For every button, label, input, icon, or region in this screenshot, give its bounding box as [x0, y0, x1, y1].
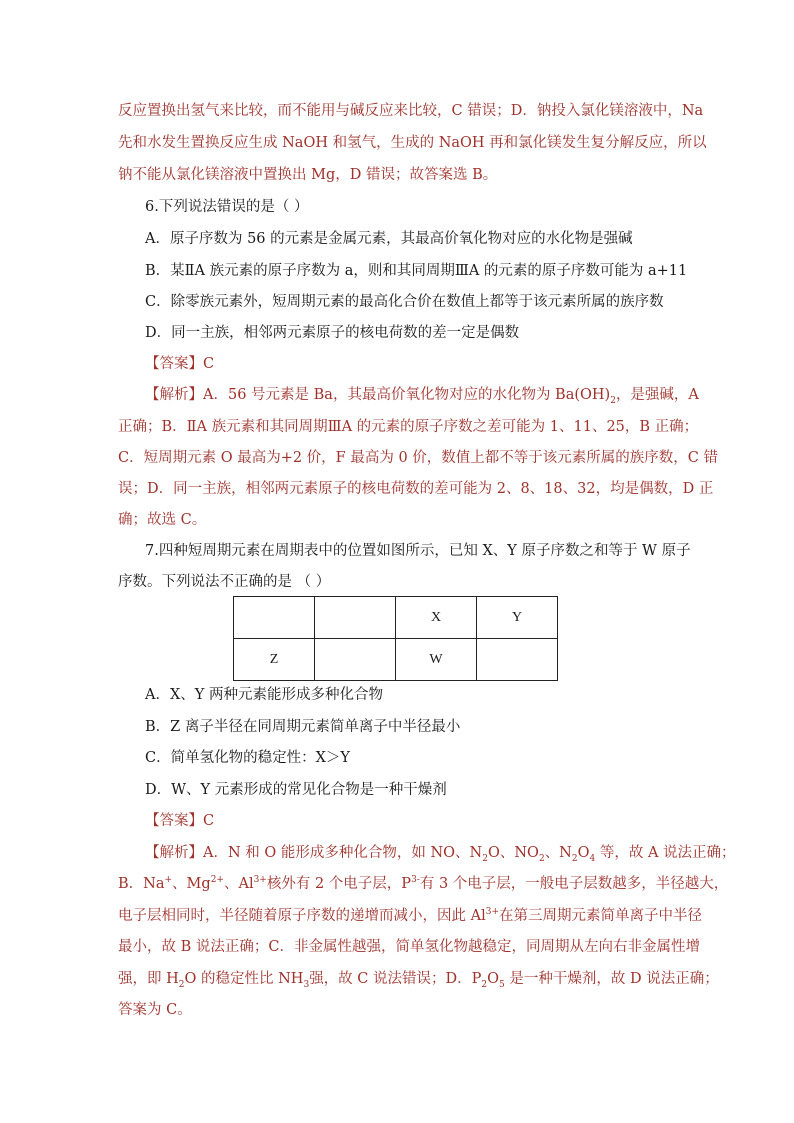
- analysis-label: 【解析】: [145, 387, 203, 403]
- analysis-text: A．56 号元素是 Ba，其最高价氧化物对应的水化物为 Ba(OH): [203, 387, 611, 403]
- q6-analysis-line-3: C．短周期元素 O 最高为+2 价，F 最高为 0 价，数值上都不等于该元素所属的族序数，C 错: [118, 450, 718, 466]
- subscript: 2: [481, 979, 488, 990]
- analysis-text: 在第三周期元素简单离子中半径: [499, 908, 702, 924]
- table-cell: [477, 639, 558, 681]
- q7-option-d: D．W、Y 元素形成的常见化合物是一种干燥剂: [145, 782, 447, 798]
- prev-analysis-line-2: 先和水发生置换反应生成 NaOH 和氢气，生成的 NaOH 再和氯化镁发生复分解反应，所以: [118, 135, 707, 151]
- analysis-label: 【解析】: [145, 845, 203, 861]
- q6-analysis-line-2: 正确；B．ⅡA 族元素和其同周期ⅢA 的元素的原子序数之差可能为 1、11、25，B 正确；: [118, 419, 699, 435]
- q7-answer: [145, 811, 214, 831]
- analysis-text: ，是强碱，A: [615, 387, 699, 403]
- subscript: 4: [589, 853, 596, 864]
- q7-analysis-line-5: [118, 969, 719, 989]
- superscript: +: [164, 875, 173, 886]
- subscript: 2: [482, 853, 488, 864]
- analysis-text: 、N: [544, 845, 572, 861]
- answer-value: C: [203, 813, 215, 829]
- analysis-text: 、Mg: [172, 876, 211, 892]
- q7-analysis-line-3: [118, 906, 702, 926]
- q7-option-c: C．简单氢化物的稳定性：X＞Y: [145, 750, 350, 766]
- analysis-text: 电子层相同时，半径随着原子序数的递增而减小，因此 Al: [118, 908, 486, 924]
- table-cell: [234, 597, 315, 639]
- subscript: 2: [571, 853, 578, 864]
- analysis-text: 强，故 C 说法错误；D．P: [309, 971, 482, 987]
- table-cell: [315, 639, 396, 681]
- q7-analysis-line-1: [145, 843, 736, 863]
- q6-option-a: A．原子序数为 56 的元素是金属元素，其最高价氧化物对应的水化物是强碱: [145, 231, 633, 247]
- subscript: 2: [178, 979, 185, 990]
- analysis-text: O: [487, 971, 500, 987]
- analysis-text: O 的稳定性比 NH: [184, 971, 304, 987]
- q7-stem-line-1: 7.四种短周期元素在周期表中的位置如图所示，已知 X、Y 原子序数之和等于 W 原子: [145, 543, 691, 559]
- analysis-text: 强，即 H: [118, 971, 179, 987]
- q7-option-a: A．X、Y 两种元素能形成多种化合物: [145, 687, 383, 703]
- analysis-text: O、NO: [487, 845, 539, 861]
- analysis-text: 核外有 2 个电子层，P: [266, 876, 412, 892]
- analysis-text: 、Al: [223, 876, 254, 892]
- q6-analysis-line-5: 确；故选 C。: [118, 512, 207, 528]
- superscript: 3-: [411, 875, 420, 886]
- q6-analysis-line-4: 误；D．同一主族，相邻两元素原子的核电荷数的差可能为 2、8、18、32，均是偶数，D 正: [118, 481, 714, 497]
- periodic-table-fragment: [233, 596, 558, 681]
- q6-stem: 6.下列说法错误的是（ ）: [145, 199, 309, 215]
- q7-analysis-line-4: 最小，故 B 说法正确；C．非金属性越强，简单氢化物越稳定，同周期从左向右非金属性增: [118, 939, 700, 955]
- q7-analysis-line-6: 答案为 C。: [118, 1002, 192, 1018]
- prev-analysis-line-3: 钠不能从氯化镁溶液中置换出 Mg，D 错误；故答案选 B。: [118, 167, 498, 183]
- answer-value: C: [203, 356, 215, 372]
- q7-option-b: B．Z 离子半径在同周期元素简单离子中半径最小: [145, 719, 461, 735]
- superscript: 3+: [253, 875, 267, 886]
- analysis-text: B．Na: [118, 876, 165, 892]
- answer-label: 【答案】: [145, 813, 203, 829]
- q6-option-d: D．同一主族，相邻两元素原子的核电荷数的差一定是偶数: [145, 325, 520, 341]
- table-cell: [315, 597, 396, 639]
- table-cell: X: [396, 597, 477, 639]
- analysis-text: 等，故 A 说法正确；: [595, 845, 736, 861]
- q7-analysis-line-2: [118, 874, 728, 894]
- subscript: 3: [303, 979, 310, 990]
- q6-analysis-line-1: [145, 385, 699, 405]
- subscript: 2: [610, 395, 616, 406]
- analysis-text: O: [577, 845, 590, 861]
- q6-option-c: C．除零族元素外，短周期元素的最高化合价在数值上都等于该元素所属的族序数: [145, 294, 664, 310]
- table-cell: Y: [477, 597, 558, 639]
- analysis-text: 有 3 个电子层，一般电子层数越多，半径越大，: [419, 876, 729, 892]
- superscript: 3+: [485, 907, 499, 918]
- analysis-text: 是一种干燥剂，故 D 说法正确；: [504, 971, 719, 987]
- q6-option-b: B．某ⅡA 族元素的原子序数为 a，则和其同周期ⅢA 的元素的原子序数可能为 a+11: [145, 263, 688, 279]
- table-cell: W: [396, 639, 477, 681]
- superscript: 2+: [210, 875, 224, 886]
- q6-answer: [145, 354, 214, 374]
- table-cell: Z: [234, 639, 315, 681]
- subscript: 5: [499, 979, 505, 990]
- prev-analysis-line-1: 反应置换出氢气来比较，而不能用与碱反应来比较，C 错误；D．钠投入氯化镁溶液中，Na: [118, 103, 704, 119]
- table-row: [234, 597, 558, 639]
- q7-stem-line-2: 序数。下列说法不正确的是 （ ）: [118, 574, 331, 590]
- answer-label: 【答案】: [145, 356, 203, 372]
- subscript: 2: [538, 853, 545, 864]
- analysis-text: A．N 和 O 能形成多种化合物，如 NO、N: [203, 845, 483, 861]
- table-row: [234, 639, 558, 681]
